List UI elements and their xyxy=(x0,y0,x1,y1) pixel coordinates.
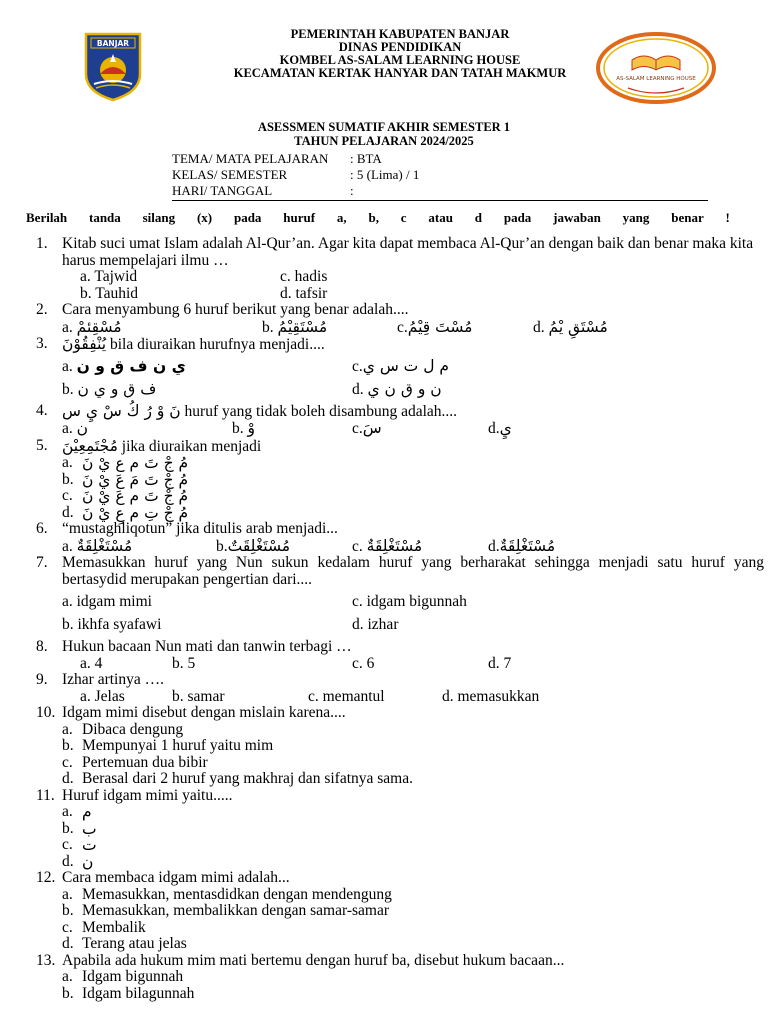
option-arabic: مُسْتَغْلِقَةٌ xyxy=(76,536,133,555)
question-text: Apabila ada hukum mim mati bertemu dengan huruf ba, disebut hukum bacaan... xyxy=(62,951,565,969)
options-row xyxy=(62,381,764,399)
option-d[interactable] xyxy=(488,538,555,556)
option-arabic: ت xyxy=(82,836,97,854)
question-11 xyxy=(36,788,764,805)
options-row xyxy=(62,420,764,438)
instruction-word: a, xyxy=(336,210,347,225)
option-arabic: ف ق و ي ن xyxy=(77,380,157,398)
letterhead-line-3: KOMBEL AS-SALAM LEARNING HOUSE xyxy=(279,53,521,67)
option-b[interactable]: b. 5 xyxy=(172,654,196,672)
option-marker: c. xyxy=(62,836,73,853)
option-b[interactable]: b. ikhfa syafawi xyxy=(62,615,162,633)
as-salam-learning-house-logo xyxy=(592,32,720,104)
options-list xyxy=(62,969,764,1002)
option-marker: b. xyxy=(216,537,228,555)
option-d[interactable]: d. 7 xyxy=(488,654,512,672)
question-arabic: نَ وْ رُ كُ سْ يِ س xyxy=(62,401,181,420)
question-number: 12. xyxy=(36,869,56,886)
question-text: Huruf idgam mimi yaitu..... xyxy=(62,786,233,804)
question-5 xyxy=(36,438,764,456)
banjar-regency-emblem xyxy=(82,30,144,102)
option-c[interactable] xyxy=(352,358,449,376)
option-marker: d. xyxy=(488,420,500,437)
option-b[interactable] xyxy=(216,538,352,556)
option-text: Idgam bigunnah xyxy=(82,968,184,985)
option-arabic: مُ جْ تَ مَ عَ يْ نَ xyxy=(82,470,189,489)
option-c[interactable] xyxy=(352,420,488,438)
option-marker: b. xyxy=(62,381,74,398)
option-marker: d. xyxy=(533,318,545,336)
question-4 xyxy=(36,403,764,421)
option-arabic: مُ جْ تِ م عِ يْ نَ xyxy=(82,503,189,522)
option-b[interactable] xyxy=(62,738,764,755)
option-arabic: مُسْتَ قِيْمُ xyxy=(407,317,473,336)
option-c[interactable]: c. memantul xyxy=(308,687,385,705)
option-marker: c. xyxy=(352,357,363,375)
letterhead-line-4: KECAMATAN KERTAK HANYAR DAN TATAH MAKMUR xyxy=(233,66,567,80)
question-text: Hukun bacaan Nun mati dan tanwin terbagi … xyxy=(62,638,352,655)
option-d[interactable] xyxy=(352,381,442,399)
instruction-word: yang xyxy=(622,210,650,225)
option-arabic: مُ جْ تَ م عَ يْ نَ xyxy=(82,487,189,505)
option-marker: d. xyxy=(62,770,74,787)
options-row xyxy=(62,358,764,376)
option-marker: a. xyxy=(62,454,73,471)
instruction-word: Berilah xyxy=(26,210,68,225)
instruction-word: ! xyxy=(725,210,730,225)
options-list xyxy=(62,804,764,870)
meta-row xyxy=(172,151,419,167)
question-text: Kitab suci umat Islam adalah Al-Qur’an. Agar kita dapat membaca Al-Qur’an dengan baik dan benar maka kita harus mempelajari ilmu … xyxy=(62,235,754,269)
meta-key: TEMA/ MATA PELAJARAN xyxy=(172,151,329,166)
option-text: Dibaca dengung xyxy=(82,720,184,738)
option-arabic: ي ن ف ق و ن xyxy=(76,356,186,375)
instruction-word: benar xyxy=(671,210,704,225)
option-text: Memasukkan, membalikkan dengan samar-samar xyxy=(82,902,390,919)
question-2 xyxy=(36,302,764,319)
question-text xyxy=(62,403,764,421)
option-a[interactable] xyxy=(62,538,216,556)
question-10 xyxy=(36,705,764,722)
option-arabic: ن xyxy=(76,419,89,437)
option-marker: c. xyxy=(62,753,73,771)
option-marker: d. xyxy=(352,381,364,398)
instruction-word: jawaban xyxy=(553,210,601,225)
instruction-word: silang xyxy=(142,210,176,225)
question-number: 1. xyxy=(36,235,48,252)
option-d[interactable]: d. memasukkan xyxy=(442,687,540,705)
option-c[interactable] xyxy=(62,755,764,772)
letterhead-line-1: PEMERINTAH KABUPATEN BANJAR xyxy=(290,27,510,41)
question-arabic: مُجْتَمِعِيْنَ xyxy=(62,436,118,455)
option-c[interactable]: c. hadis xyxy=(280,268,328,285)
option-arabic: ن و ق ن ي xyxy=(367,380,442,398)
option-marker: d. xyxy=(62,852,74,870)
question-arabic: يُنْفِقُوْنَ xyxy=(62,335,107,353)
option-marker: a. xyxy=(62,318,73,336)
question-3 xyxy=(36,336,764,354)
instruction-word: tanda xyxy=(89,210,121,225)
option-arabic: مُ جْ تَ م ع يْ نَ xyxy=(82,454,189,472)
question-number: 2. xyxy=(36,301,48,318)
option-b[interactable] xyxy=(232,420,352,438)
option-arabic: مُسْتَقِيْمُ xyxy=(277,317,328,336)
options-row xyxy=(62,538,764,556)
question-text xyxy=(62,438,764,456)
options-list xyxy=(62,722,764,788)
option-a[interactable]: a. 4 xyxy=(80,654,103,672)
question-12 xyxy=(36,870,764,887)
meta-value: : BTA xyxy=(350,151,382,166)
option-marker: d. xyxy=(62,935,74,952)
question-number: 9. xyxy=(36,671,48,688)
question-number: 7. xyxy=(36,554,48,571)
option-a[interactable] xyxy=(62,969,764,986)
option-b[interactable]: b. samar xyxy=(172,687,225,705)
option-text: Membalik xyxy=(82,918,146,936)
option-c[interactable] xyxy=(62,920,764,937)
option-a[interactable]: a. Jelas xyxy=(80,687,125,705)
question-number: 5. xyxy=(36,436,48,454)
option-a[interactable] xyxy=(62,319,262,337)
option-c[interactable] xyxy=(352,538,488,556)
options-row xyxy=(62,689,764,706)
option-arabic: مُسْقِئمْ xyxy=(76,317,122,336)
question-number: 3. xyxy=(36,335,48,352)
exam-title-line-1: ASESSMEN SUMATIF AKHIR SEMESTER 1 xyxy=(257,120,511,134)
option-a[interactable] xyxy=(62,455,764,472)
option-arabic: مُسْتَقِ يْمُ xyxy=(548,317,608,336)
question-number: 8. xyxy=(36,638,48,655)
options-list xyxy=(62,887,764,953)
exam-title xyxy=(150,121,618,148)
instruction-word: pada xyxy=(233,210,262,225)
option-marker: a. xyxy=(62,420,73,437)
option-marker: a. xyxy=(62,803,73,820)
option-marker: b. xyxy=(62,737,74,754)
option-text: Memasukkan, mentasdidkan dengan mendengung xyxy=(82,885,392,903)
option-a[interactable] xyxy=(62,722,764,739)
option-arabic: ن xyxy=(82,852,94,871)
option-marker: a. xyxy=(62,357,73,375)
option-b[interactable] xyxy=(62,472,764,489)
option-marker: d. xyxy=(62,503,74,521)
option-arabic: يِ xyxy=(499,419,512,437)
question-text: Memasukkan huruf yang Nun sukun kedalam huruf yang berharakat sehingga menjadi satu huruf yang bertasydid merupakan pengertian dari.... xyxy=(62,554,764,588)
option-d[interactable] xyxy=(488,420,512,438)
option-marker: c. xyxy=(62,487,73,504)
question-text xyxy=(62,336,764,354)
option-b[interactable]: b. Tauhid xyxy=(80,284,139,302)
instruction-word: huruf xyxy=(283,210,316,225)
option-b[interactable] xyxy=(262,319,397,337)
option-marker: b. xyxy=(62,819,74,837)
option-text: Mempunyai 1 huruf yaitu mim xyxy=(82,737,274,754)
instruction-word: b, xyxy=(368,210,379,225)
options-row xyxy=(62,319,764,337)
question-number: 4. xyxy=(36,401,48,419)
instruction-word: atau xyxy=(428,210,453,225)
option-b[interactable] xyxy=(62,903,764,920)
option-marker: b. xyxy=(232,420,244,437)
option-a[interactable] xyxy=(62,804,764,821)
option-text: Terang atau jelas xyxy=(82,935,187,952)
option-marker: a. xyxy=(62,537,73,555)
option-marker: c. xyxy=(352,420,363,437)
option-a[interactable] xyxy=(62,887,764,904)
option-marker: d. xyxy=(488,537,500,555)
option-d[interactable] xyxy=(533,319,608,337)
option-arabic: ب xyxy=(82,819,97,838)
option-marker: b. xyxy=(62,902,74,919)
letterhead-line-2: DINAS PENDIDIKAN xyxy=(338,40,462,54)
option-marker: a. xyxy=(62,720,73,738)
option-text: Berasal dari 2 huruf yang makhraj dan sifatnya sama. xyxy=(82,770,413,787)
options-row xyxy=(62,269,764,286)
options-list xyxy=(62,455,764,521)
option-c[interactable]: c. 6 xyxy=(352,654,375,672)
question-text-latin: bila diuraikan hurufnya menjadi.... xyxy=(106,336,325,353)
option-d[interactable] xyxy=(62,505,764,522)
instruction-word: c xyxy=(400,210,407,225)
option-marker: a. xyxy=(62,968,73,985)
option-a[interactable] xyxy=(62,358,352,376)
option-c[interactable] xyxy=(397,319,533,337)
option-marker: c. xyxy=(352,537,363,555)
letterhead xyxy=(0,0,768,110)
meta-value: : 5 (Lima) / 1 xyxy=(350,167,420,182)
question-text: “mustaghliqotun” jika ditulis arab menjadi... xyxy=(62,520,338,537)
option-marker: c. xyxy=(62,918,73,936)
logo-label: AS-SALAM LEARNING HOUSE xyxy=(616,76,696,82)
meta-divider xyxy=(172,200,708,201)
options-row xyxy=(62,286,764,303)
option-arabic: مُسْتَغْلِقَةٌ xyxy=(499,536,556,555)
instruction-word: pada xyxy=(503,210,532,225)
option-d[interactable]: d. tafsir xyxy=(280,284,328,302)
question-number: 11. xyxy=(36,786,55,804)
question-7 xyxy=(36,555,764,588)
question-9 xyxy=(36,672,764,689)
question-6 xyxy=(36,521,764,538)
option-text: Pertemuan dua bibir xyxy=(82,753,208,771)
option-a[interactable]: a. Tajwid xyxy=(80,268,138,285)
option-b[interactable] xyxy=(62,821,764,838)
option-b[interactable] xyxy=(62,986,764,1003)
option-a[interactable] xyxy=(62,420,232,438)
question-number: 10. xyxy=(36,704,56,721)
option-d[interactable] xyxy=(62,854,764,871)
meta-key: KELAS/ SEMESTER xyxy=(172,167,288,182)
meta-key: HARI/ TANGGAL xyxy=(172,183,273,198)
question-text-latin: huruf yang tidak boleh disambung adalah.... xyxy=(180,402,458,420)
option-arabic: م xyxy=(82,803,92,821)
option-b[interactable] xyxy=(62,381,352,399)
option-marker: b. xyxy=(62,984,74,1002)
option-text: Idgam bilagunnah xyxy=(82,984,195,1002)
option-marker: a. xyxy=(62,885,73,903)
option-c[interactable] xyxy=(62,488,764,505)
option-d[interactable] xyxy=(62,936,764,953)
exam-title-line-2: TAHUN PELAJARAN 2024/2025 xyxy=(294,133,474,148)
question-number: 6. xyxy=(36,520,48,537)
question-13 xyxy=(36,953,764,970)
question-8 xyxy=(36,639,764,656)
instruction xyxy=(26,210,730,226)
option-arabic: مُسْتَغْلِقَةٌ xyxy=(366,536,423,555)
options-row xyxy=(62,656,764,673)
option-marker: b. xyxy=(262,318,274,336)
question-text: Cara membaca idgam mimi adalah... xyxy=(62,869,290,886)
exam-meta xyxy=(172,151,419,199)
meta-value: : xyxy=(350,183,354,198)
meta-row xyxy=(172,167,419,183)
question-1 xyxy=(36,236,764,269)
question-text: Izhar artinya …. xyxy=(62,671,164,688)
question-list xyxy=(36,236,764,1002)
option-arabic: م ل ت س ي xyxy=(362,356,449,375)
option-d[interactable]: d. izhar xyxy=(352,615,399,633)
option-marker: c. xyxy=(397,318,408,336)
letterhead-text xyxy=(150,28,650,80)
option-arabic: سَ xyxy=(362,419,382,437)
instruction-word: (x) xyxy=(196,210,213,225)
emblem-label: BANJAR xyxy=(96,39,130,48)
question-number: 13. xyxy=(36,951,56,969)
option-marker: b. xyxy=(62,470,74,488)
instruction-word: d xyxy=(474,210,483,225)
option-a[interactable]: a. idgam mimi xyxy=(62,593,152,610)
option-c[interactable]: c. idgam bigunnah xyxy=(352,593,467,610)
question-text-latin: jika diuraikan menjadi xyxy=(117,437,262,455)
meta-row xyxy=(172,183,419,199)
options-row xyxy=(62,594,764,611)
option-arabic: مُسْتَغْلِقَتٌ xyxy=(227,536,291,555)
option-arabic: وْ xyxy=(247,419,255,437)
option-d[interactable] xyxy=(62,771,764,788)
question-text: Idgam mimi disebut dengan mislain karena.... xyxy=(62,704,346,721)
option-c[interactable] xyxy=(62,837,764,854)
options-row xyxy=(62,617,764,634)
question-text: Cara menyambung 6 huruf berikut yang benar adalah.... xyxy=(62,301,409,318)
